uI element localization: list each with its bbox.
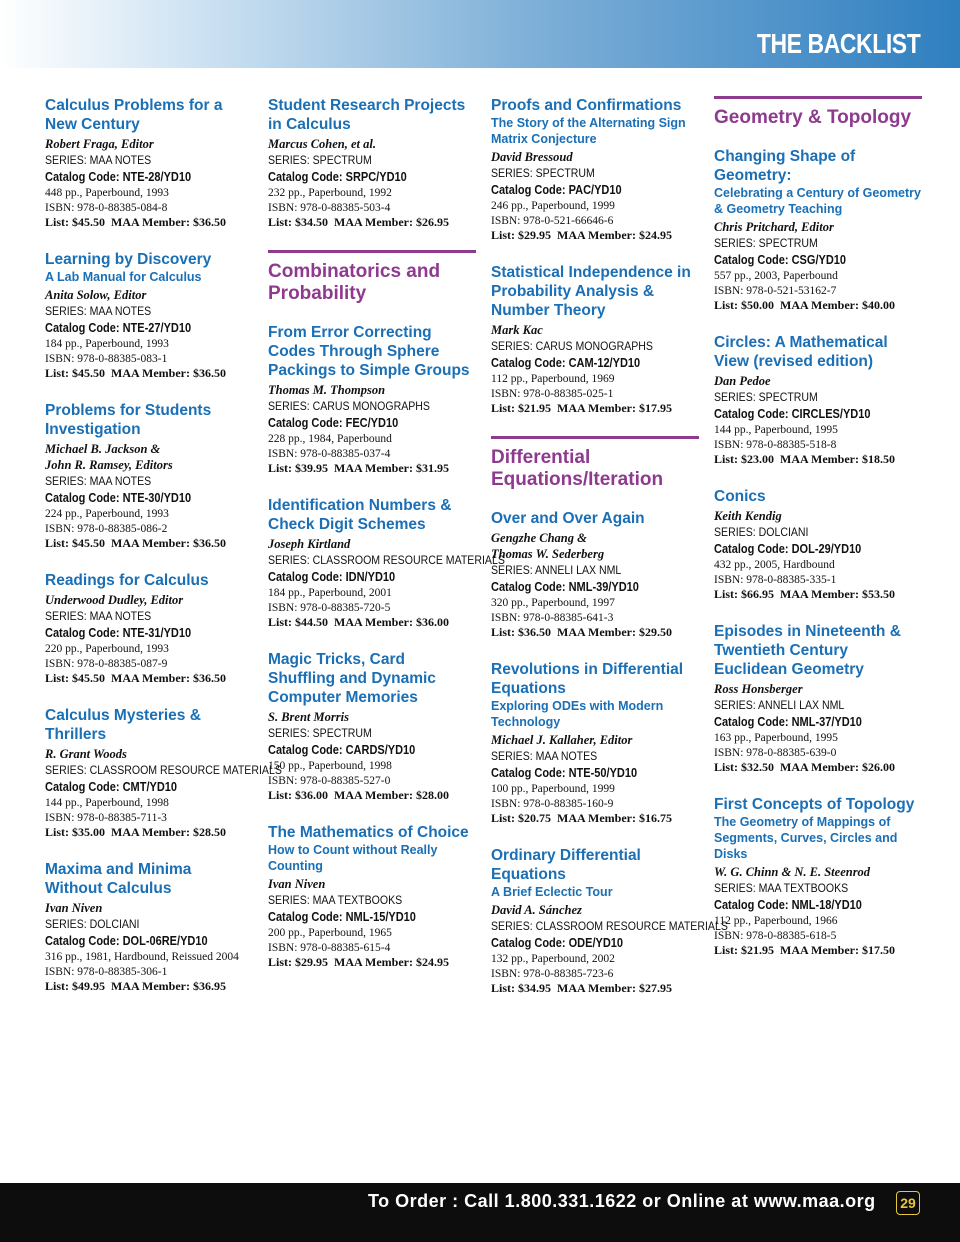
member-price: MAA Member: $28.00	[334, 788, 449, 802]
book-entry	[714, 622, 922, 775]
book-price	[45, 215, 253, 230]
book-entry	[45, 571, 253, 686]
book-pages: 184 pp., Paperbound, 1993	[45, 338, 169, 350]
book-author: Gengzhe Chang & Thomas W. Sederberg	[491, 531, 605, 561]
book-subtitle: A Lab Manual for Calculus	[45, 270, 202, 284]
book-author: Ivan Niven	[268, 877, 326, 891]
member-price: MAA Member: $17.95	[557, 401, 672, 415]
book-author: R. Grant Woods	[45, 747, 127, 761]
book-title: Episodes in Nineteenth & Twentieth Century Euclidean Geometry	[714, 623, 901, 678]
book-price	[491, 401, 699, 416]
book-isbn: ISBN: 978-0-88385-711-3	[45, 811, 167, 824]
list-price: List: $45.50	[45, 671, 105, 685]
book-title: Changing Shape of Geometry:	[714, 148, 856, 184]
header-banner	[0, 0, 960, 68]
book-author: Keith Kendig	[714, 509, 782, 523]
catalog-code: Catalog Code: PAC/YD10	[491, 183, 622, 197]
member-price: MAA Member: $53.50	[780, 587, 895, 601]
book-title: Learning by Discovery	[45, 251, 212, 268]
book-series: SERIES: SPECTRUM	[491, 166, 595, 180]
book-author: Ivan Niven	[45, 901, 103, 915]
book-author: S. Brent Morris	[268, 710, 349, 724]
book-pages: 163 pp., Paperbound, 1995	[714, 732, 838, 744]
book-title: Student Research Projects in Calculus	[268, 97, 466, 133]
book-pages: 320 pp., Paperbound, 1997	[491, 597, 615, 609]
catalog-code: Catalog Code: CAM-12/YD10	[491, 356, 641, 370]
list-price: List: $66.95	[714, 587, 774, 601]
book-title: Ordinary Differential Equations	[491, 847, 641, 883]
book-entry	[45, 96, 253, 230]
book-title: Circles: A Mathematical View (revised edition)	[714, 334, 888, 370]
book-pages: 112 pp., Paperbound, 1969	[491, 373, 615, 385]
book-price	[714, 943, 922, 958]
member-price: MAA Member: $27.95	[557, 981, 672, 995]
member-price: MAA Member: $17.50	[780, 943, 895, 957]
book-pages: 144 pp., Paperbound, 1995	[714, 424, 838, 436]
footer-bar	[0, 1183, 960, 1242]
book-author: Michael B. Jackson & John R. Ramsey, Editors	[45, 442, 173, 472]
book-entry	[45, 706, 282, 840]
list-price: List: $32.50	[714, 760, 774, 774]
member-price: MAA Member: $36.50	[111, 366, 226, 380]
book-series: SERIES: CLASSROOM RESOURCE MATERIALS	[268, 553, 505, 567]
book-entry	[714, 487, 922, 602]
book-entry	[45, 250, 253, 381]
book-title: Readings for Calculus	[45, 572, 209, 589]
book-isbn: ISBN: 978-0-88385-639-0	[714, 746, 837, 759]
book-entry	[268, 496, 505, 630]
book-price	[45, 825, 253, 840]
book-entry	[714, 147, 922, 313]
book-author: Joseph Kirtland	[268, 537, 351, 551]
book-pages: 220 pp., Paperbound, 1993	[45, 643, 169, 655]
book-price	[45, 979, 253, 994]
book-pages: 228 pp., 1984, Paperbound	[268, 433, 392, 445]
book-author: Michael J. Kallaher, Editor	[491, 733, 633, 747]
book-entry	[268, 323, 476, 476]
catalog-code: Catalog Code: NTE-30/YD10	[45, 491, 192, 505]
book-isbn: ISBN: 978-0-521-53162-7	[714, 284, 837, 297]
book-author: W. G. Chinn & N. E. Steenrod	[714, 865, 871, 879]
catalog-code: Catalog Code: NTE-28/YD10	[45, 170, 192, 184]
book-price	[491, 811, 699, 826]
book-title: Problems for Students Investigation	[45, 402, 212, 438]
book-price	[268, 615, 476, 630]
book-author: Dan Pedoe	[714, 374, 771, 388]
book-title: Statistical Independence in Probability Analysis & Number Theory	[491, 264, 691, 319]
book-price	[714, 760, 922, 775]
catalog-code: Catalog Code: NML-18/YD10	[714, 898, 862, 912]
page-title: THE BACKLIST	[756, 28, 920, 59]
book-entry	[491, 263, 699, 416]
page-number: 29	[896, 1191, 920, 1215]
book-subtitle: The Story of the Alternating Sign Matrix Conjecture	[491, 116, 686, 146]
list-price: List: $34.95	[491, 981, 551, 995]
book-subtitle: Exploring ODEs with Modern Technology	[491, 699, 664, 729]
book-pages: 150 pp., Paperbound, 1998	[268, 760, 392, 772]
book-series: SERIES: CARUS MONOGRAPHS	[491, 339, 653, 353]
catalog-code: Catalog Code: ODE/YD10	[491, 936, 624, 950]
member-price: MAA Member: $36.50	[111, 671, 226, 685]
member-price: MAA Member: $24.95	[334, 955, 449, 969]
book-title: Calculus Problems for a New Century	[45, 97, 223, 133]
book-price	[268, 215, 476, 230]
book-isbn: ISBN: 978-0-88385-025-1	[491, 387, 614, 400]
book-isbn: ISBN: 978-0-88385-723-6	[491, 967, 614, 980]
book-series: SERIES: ANNELI LAX NML	[714, 698, 845, 712]
book-price	[45, 366, 253, 381]
book-title: From Error Correcting Codes Through Sphere Packings to Simple Groups	[268, 324, 470, 379]
book-isbn: ISBN: 978-0-88385-084-8	[45, 201, 168, 214]
book-pages: 184 pp., Paperbound, 2001	[268, 587, 392, 599]
member-price: MAA Member: $40.00	[780, 298, 895, 312]
section-header	[714, 96, 922, 129]
catalog-code: Catalog Code: DOL-06RE/YD10	[45, 934, 208, 948]
list-price: List: $34.50	[268, 215, 328, 229]
book-entry	[491, 846, 728, 996]
member-price: MAA Member: $31.95	[334, 461, 449, 475]
list-price: List: $39.95	[268, 461, 328, 475]
book-isbn: ISBN: 978-0-88385-087-9	[45, 657, 168, 670]
catalog-code: Catalog Code: NML-15/YD10	[268, 910, 416, 924]
list-price: List: $29.95	[268, 955, 328, 969]
list-price: List: $35.00	[45, 825, 105, 839]
column-1	[45, 96, 282, 1014]
member-price: MAA Member: $26.95	[334, 215, 449, 229]
book-entry	[491, 660, 699, 826]
list-price: List: $20.75	[491, 811, 551, 825]
section-title: Differential Equations/Iteration	[491, 447, 664, 490]
book-entry	[714, 333, 922, 467]
section-title: Combinatorics and Probability	[268, 261, 441, 304]
book-series: SERIES: MAA NOTES	[45, 304, 152, 318]
catalog-code: Catalog Code: DOL-29/YD10	[714, 542, 862, 556]
column-2	[268, 96, 505, 990]
book-title: The Mathematics of Choice	[268, 824, 469, 841]
list-price: List: $50.00	[714, 298, 774, 312]
catalog-code: Catalog Code: NML-39/YD10	[491, 580, 639, 594]
member-price: MAA Member: $26.00	[780, 760, 895, 774]
catalog-code: Catalog Code: NML-37/YD10	[714, 715, 862, 729]
book-pages: 232 pp., Paperbound, 1992	[268, 187, 392, 199]
book-series: SERIES: SPECTRUM	[714, 236, 818, 250]
column-3	[491, 96, 728, 1016]
section-header	[268, 250, 476, 305]
book-author: Robert Fraga, Editor	[45, 137, 154, 151]
book-title: Identification Numbers & Check Digit Schemes	[268, 497, 452, 533]
book-pages: 316 pp., 1981, Hardbound, Reissued 2004	[45, 951, 239, 963]
book-series: SERIES: MAA NOTES	[491, 749, 598, 763]
book-author: Thomas M. Thompson	[268, 383, 386, 397]
book-isbn: ISBN: 978-0-88385-720-5	[268, 601, 391, 614]
book-pages: 432 pp., 2005, Hardbound	[714, 559, 835, 571]
book-price	[491, 981, 699, 996]
book-series: SERIES: SPECTRUM	[268, 153, 372, 167]
member-price: MAA Member: $24.95	[557, 228, 672, 242]
catalog-code: Catalog Code: SRPC/YD10	[268, 170, 407, 184]
catalog-code: Catalog Code: IDN/YD10	[268, 570, 396, 584]
member-price: MAA Member: $16.75	[557, 811, 672, 825]
list-price: List: $21.95	[491, 401, 551, 415]
book-price	[45, 671, 253, 686]
member-price: MAA Member: $36.00	[334, 615, 449, 629]
book-title: Calculus Mysteries & Thrillers	[45, 707, 201, 743]
book-entry	[491, 509, 699, 640]
book-author: Chris Pritchard, Editor	[714, 220, 834, 234]
book-series: SERIES: MAA NOTES	[45, 474, 152, 488]
member-price: MAA Member: $36.50	[111, 536, 226, 550]
book-series: SERIES: MAA TEXTBOOKS	[268, 893, 403, 907]
book-pages: 448 pp., Paperbound, 1993	[45, 187, 169, 199]
book-isbn: ISBN: 978-0-88385-615-4	[268, 941, 391, 954]
book-pages: 112 pp., Paperbound, 1966	[714, 915, 838, 927]
book-series: SERIES: CARUS MONOGRAPHS	[268, 399, 430, 413]
list-price: List: $45.50	[45, 536, 105, 550]
member-price: MAA Member: $36.95	[111, 979, 226, 993]
catalog-code: Catalog Code: CMT/YD10	[45, 780, 178, 794]
book-entry	[268, 650, 476, 803]
book-title: Magic Tricks, Card Shuffling and Dynamic Computer Memories	[268, 651, 436, 706]
book-series: SERIES: MAA TEXTBOOKS	[714, 881, 849, 895]
book-series: SERIES: CLASSROOM RESOURCE MATERIALS	[491, 919, 728, 933]
list-price: List: $44.50	[268, 615, 328, 629]
column-4	[714, 96, 922, 978]
book-series: SERIES: SPECTRUM	[714, 390, 818, 404]
book-title: Over and Over Again	[491, 510, 645, 527]
book-price	[491, 228, 699, 243]
member-price: MAA Member: $28.50	[111, 825, 226, 839]
list-price: List: $23.00	[714, 452, 774, 466]
book-isbn: ISBN: 978-0-88385-618-5	[714, 929, 837, 942]
book-pages: 132 pp., Paperbound, 2002	[491, 953, 615, 965]
book-series: SERIES: MAA NOTES	[45, 609, 152, 623]
catalog-code: Catalog Code: CSG/YD10	[714, 253, 847, 267]
book-title: Proofs and Confirmations	[491, 97, 682, 114]
book-pages: 224 pp., Paperbound, 1993	[45, 508, 169, 520]
book-isbn: ISBN: 978-0-521-66646-6	[491, 214, 614, 227]
list-price: List: $45.50	[45, 215, 105, 229]
book-entry	[714, 795, 922, 958]
book-author: David Bressoud	[491, 150, 573, 164]
book-title: Maxima and Minima Without Calculus	[45, 861, 192, 897]
book-isbn: ISBN: 978-0-88385-160-9	[491, 797, 614, 810]
book-price	[268, 461, 476, 476]
list-price: List: $21.95	[714, 943, 774, 957]
book-title: First Concepts of Topology	[714, 796, 915, 813]
book-pages: 246 pp., Paperbound, 1999	[491, 200, 615, 212]
book-price	[714, 452, 922, 467]
order-info: To Order : Call 1.800.331.1622 or Online at www.maa.org	[368, 1191, 876, 1211]
catalog-code: Catalog Code: FEC/YD10	[268, 416, 399, 430]
book-isbn: ISBN: 978-0-88385-641-3	[491, 611, 614, 624]
book-series: SERIES: DOLCIANI	[45, 917, 140, 931]
book-title: Conics	[714, 488, 766, 505]
book-series: SERIES: SPECTRUM	[268, 726, 372, 740]
book-subtitle: How to Count without Really Counting	[268, 843, 438, 873]
book-isbn: ISBN: 978-0-88385-083-1	[45, 352, 168, 365]
book-series: SERIES: DOLCIANI	[714, 525, 809, 539]
member-price: MAA Member: $29.50	[557, 625, 672, 639]
book-series: SERIES: MAA NOTES	[45, 153, 152, 167]
book-author: Marcus Cohen, et al.	[268, 137, 377, 151]
book-price	[45, 536, 253, 551]
catalog-code: Catalog Code: NTE-50/YD10	[491, 766, 638, 780]
book-pages: 557 pp., 2003, Paperbound	[714, 270, 838, 282]
book-price	[714, 587, 922, 602]
member-price: MAA Member: $36.50	[111, 215, 226, 229]
section-title: Geometry & Topology	[714, 107, 912, 128]
list-price: List: $45.50	[45, 366, 105, 380]
catalog-code: Catalog Code: CIRCLES/YD10	[714, 407, 871, 421]
list-price: List: $49.95	[45, 979, 105, 993]
book-title: Revolutions in Differential Equations	[491, 661, 684, 697]
book-pages: 144 pp., Paperbound, 1998	[45, 797, 169, 809]
catalog-code: Catalog Code: CARDS/YD10	[268, 743, 416, 757]
book-isbn: ISBN: 978-0-88385-503-4	[268, 201, 391, 214]
book-isbn: ISBN: 978-0-88385-518-8	[714, 438, 837, 451]
book-subtitle: The Geometry of Mappings of Segments, Curves, Circles and Disks	[714, 815, 898, 861]
book-author: Underwood Dudley, Editor	[45, 593, 184, 607]
book-isbn: ISBN: 978-0-88385-527-0	[268, 774, 391, 787]
book-series: SERIES: CLASSROOM RESOURCE MATERIALS	[45, 763, 282, 777]
book-pages: 100 pp., Paperbound, 1999	[491, 783, 615, 795]
book-entry	[45, 860, 253, 994]
book-isbn: ISBN: 978-0-88385-086-2	[45, 522, 168, 535]
book-pages: 200 pp., Paperbound, 1965	[268, 927, 392, 939]
section-header	[491, 436, 699, 491]
book-subtitle: Celebrating a Century of Geometry & Geometry Teaching	[714, 186, 921, 216]
book-entry	[268, 823, 476, 970]
book-price	[491, 625, 699, 640]
book-author: Ross Honsberger	[714, 682, 803, 696]
book-author: David A. Sánchez	[491, 903, 582, 917]
member-price: MAA Member: $18.50	[780, 452, 895, 466]
book-isbn: ISBN: 978-0-88385-335-1	[714, 573, 837, 586]
catalog-code: Catalog Code: NTE-27/YD10	[45, 321, 192, 335]
book-isbn: ISBN: 978-0-88385-037-4	[268, 447, 391, 460]
book-series: SERIES: ANNELI LAX NML	[491, 563, 622, 577]
book-author: Anita Solow, Editor	[45, 288, 147, 302]
book-price	[714, 298, 922, 313]
book-price	[268, 955, 476, 970]
book-entry	[268, 96, 476, 230]
book-subtitle: A Brief Eclectic Tour	[491, 885, 613, 899]
book-entry	[491, 96, 699, 243]
book-entry	[45, 401, 253, 551]
book-isbn: ISBN: 978-0-88385-306-1	[45, 965, 168, 978]
book-price	[268, 788, 476, 803]
book-author: Mark Kac	[491, 323, 543, 337]
list-price: List: $29.95	[491, 228, 551, 242]
list-price: List: $36.50	[491, 625, 551, 639]
catalog-code: Catalog Code: NTE-31/YD10	[45, 626, 192, 640]
list-price: List: $36.00	[268, 788, 328, 802]
